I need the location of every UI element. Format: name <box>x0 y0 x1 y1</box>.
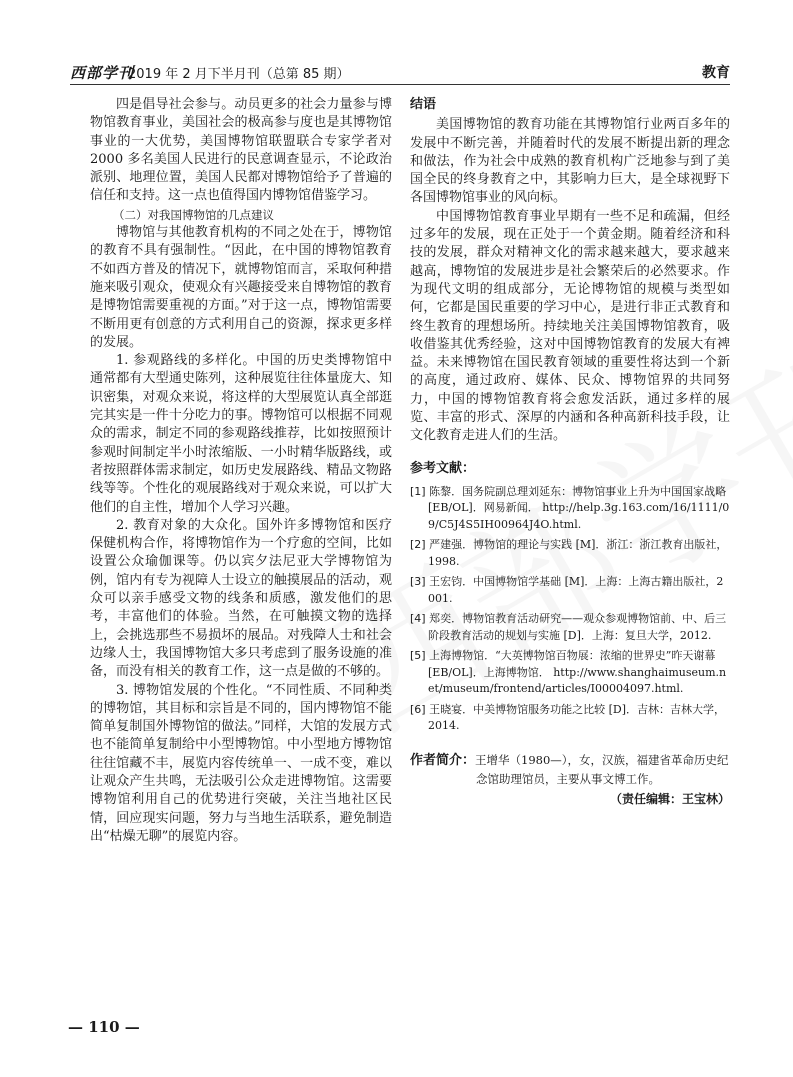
reference-item: [5] 上海博物馆．“大英博物馆百物展：浓缩的世界史”昨天谢幕 [EB/OL]．上海博物馆． http://www.shanghaimuseum.net/museum/frontend/articles/I00004097.html. <box>410 649 727 696</box>
reference-item: [4] 郑奕．博物馆教育活动研究——观众参观博物馆前、中、后三阶段教育活动的规划与实施 [D]．上海：复旦大学，2012. <box>410 612 727 642</box>
header-rule <box>70 84 730 85</box>
right-column <box>410 96 730 808</box>
paragraph: 2. 教育对象的大众化。国外许多博物馆和医疗保健机构合作，将博物馆作为一个疗愈的空间，比如设置公众瑜伽课等。仍以宾夕法尼亚大学博物馆为例，馆内有专为视障人士设立的触摸展品的活动，观众可以亲手感受文物的线条和质感，激发他们的思考，丰富他们的体验。当然，在可触摸文物的选择上，会挑选那些不易损坏的展品。对残障人士和社会边缘人士，我国博物馆大多只考虑到了服务设施的准备，而没有相关的教育工作，这一点是做的不够的。 <box>90 517 392 680</box>
author-bio <box>410 751 730 788</box>
author-label: 作者简介： <box>410 752 476 768</box>
section-label: 教育 <box>702 65 730 81</box>
issue-info: 2019 年 2 月下半月刊（总第 85 期） <box>128 67 350 82</box>
paragraph: 中国博物馆教育事业早期有一些不足和疏漏，但经过多年的发展，现在正处于一个黄金期。随着经济和科技的发展，群众对精神文化的需求越来越大，要求越来越高，博物馆的发展进步是社会繁荣后的必然要求。作为现代文明的组成部分，无论博物馆的规模与类型如何，它都是国民重要的学习中心，是进行非正式教育和终生教育的理想场所。持续地关注美国博物馆教育，吸收借鉴其优秀经验，这对中国博物馆教育的发展大有裨益。未来博物馆在国民教育领域的重要性将达到一个新的高度，通过政府、媒体、民众、博物馆界的共同努力，中国的博物馆教育将会愈发活跃，通过多样的展览、丰富的形式、深厚的内涵和各种高新科技手段，让文化教育走进人们的生活。 <box>410 208 730 444</box>
paragraph: 美国博物馆的教育功能在其博物馆行业两百多年的发展中不断完善，并随着时代的发展不断提出新的理念和做法，作为社会中成熟的教育机构广泛地参与到了美国全民的终身教育之中，其影响力巨大，是全球视野下各国博物馆事业的风向标。 <box>410 117 730 206</box>
subsection-heading: （二）对我国博物馆的几点建议 <box>113 207 274 222</box>
page-number: — 110 — <box>68 1018 140 1036</box>
paragraph: 四是倡导社会参与。动员更多的社会力量参与博物馆教育事业，美国社会的极高参与度也是其博物馆事业的一大优势，美国博物馆联盟联合专家学者对 2000 多名美国人民进行的民意调查显示，不论政治派别、地理位置，美国人民都对博物馆给予了普遍的信任和支持。这一点也值得国内博物馆借鉴学习。 <box>90 97 392 204</box>
left-column <box>90 96 392 846</box>
reference-item: [6] 王晓宴．中美博物馆服务功能之比较 [D]．吉林：吉林大学，2014. <box>410 702 725 733</box>
journal-logo: 西部学刊 <box>70 64 135 82</box>
conclusion-heading: 结语 <box>410 97 437 112</box>
author-text: 王增华（1980—），女，汉族，福建省革命历史纪念馆助理馆员，主要从事文博工作。 <box>475 752 729 786</box>
reference-item: [3] 王宏钧．中国博物馆学基础 [M]．上海：上海古籍出版社，2001. <box>410 575 724 605</box>
paragraph: 3. 博物馆发展的个性化。“不同性质、不同种类的博物馆，其目标和宗旨是不同的，国内博物馆不能简单复制国外博物馆的做法。”同样，大馆的发展方式也不能简单复制给中小型博物馆。中小型地方博物馆往往馆藏不丰，展览内容传统单一、一成不变，难以让观众产生共鸣，无法吸引公众走进博物馆。这需要博物馆利用自己的优势进行突破，关注当地社区民情，回应现实问题，努力与当地生活联系，避免制造出“枯燥无聊”的展览内容。 <box>90 682 392 844</box>
references-heading: 参考文献： <box>410 460 476 476</box>
page-header <box>70 62 730 82</box>
paragraph: 博物馆与其他教育机构的不同之处在于，博物馆的教育不具有强制性。“因此，在中国的博物馆教育不如西方普及的情况下，就博物馆而言，采取何种措施来吸引观众，使观众有兴趣接受来自博物馆的教育是博物馆需要重视的方面。”对于这一点，博物馆需要不断用更有创意的方式利用自己的资源，探求更多样的发展。 <box>90 225 392 350</box>
reference-item: [2] 严建强．博物馆的理论与实践 [M]．浙江：浙江教育出版社，1998. <box>410 538 728 568</box>
paragraph: 1. 参观路线的多样化。中国的历史类博物馆中通常都有大型通史陈列，这种展览往往体量庞大、知识密集，对观众来说，将这样的大型展览认真全部逛完其实是一件十分吃力的事。博物馆可以根据不同观众的需求，制定不同的参观路线推荐，比如按照预计参观时间制定半小时浓缩版、一小时精华版路线，或者按照群体需求制定，如历史发展路线、精品文物路线等等。个性化的观展路线对于观众来说，可以扩大他们的自主性，增加个人学习兴趣。 <box>90 353 392 515</box>
reference-item: [1] 陈黎．国务院副总理刘延东：博物馆事业上升为中国国家战略 [EB/OL]．网易新闻． http://help.3g.163.com/16/1111/09/C5J4S5IH00964J4O.html. <box>410 484 730 531</box>
responsible-editor: （责任编辑：王宝林） <box>609 791 730 806</box>
